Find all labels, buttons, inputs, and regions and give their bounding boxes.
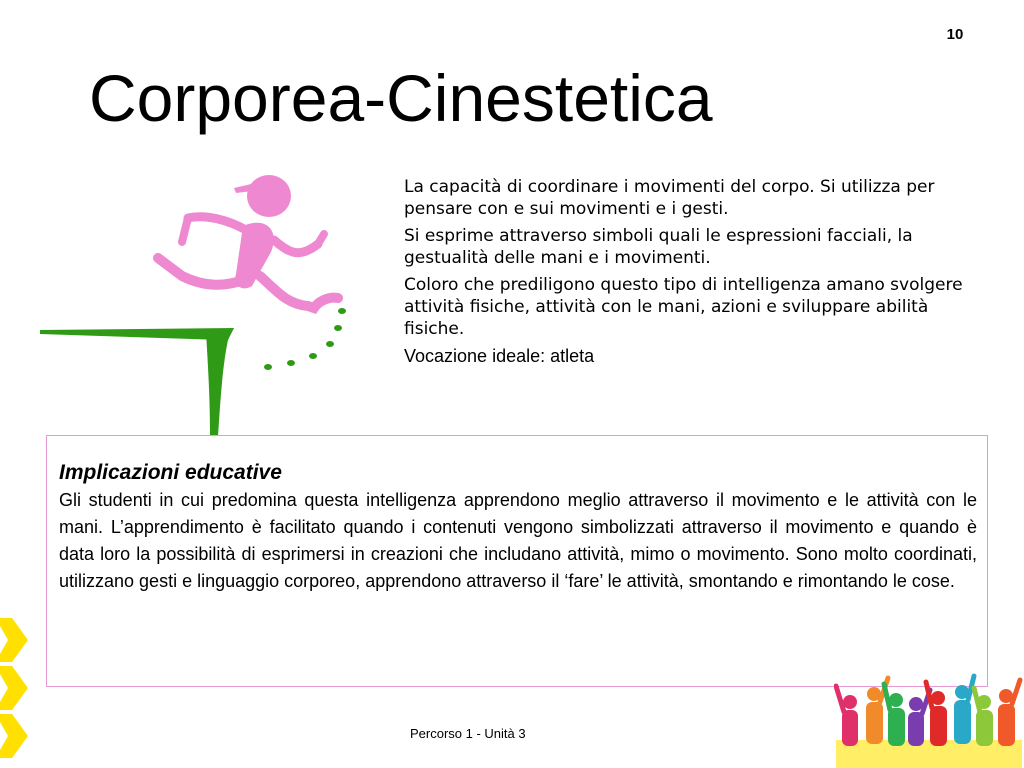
- slide-number: 10: [946, 26, 964, 43]
- description-text: [404, 176, 979, 372]
- implications-heading: Implicazioni educative: [59, 461, 282, 484]
- implications-body: Gli studenti in cui predomina questa intelligenza apprendono meglio attraverso il movimento e le attività con le mani. L’apprendimento è facilitato quando i contenuti vengono simbolizzati attraverso il movimento e quando è data loro la possibilità di esprimersi in creazioni che includano attività, mimo o movimento. Sono molto coordinati, utilizzano gesti e linguaggio corporeo, apprendono attraverso il ‘fare’ le attività, smontando e rimontando le cose.: [59, 490, 977, 591]
- runner-jumping-illustration: [38, 168, 358, 438]
- ideal-vocation: Vocazione ideale: atleta: [404, 346, 595, 366]
- slide-title: Corporea-Cinestetica: [89, 61, 713, 135]
- cheering-crowd-illustration: [834, 672, 1024, 768]
- description-paragraph: La capacità di coordinare i movimenti del corpo. Si utilizza per pensare con e sui movimenti e i gesti.: [404, 177, 935, 219]
- description-paragraph: Coloro che prediligono questo tipo di intelligenza amano svolgere attività fisiche, attività con le mani, azioni e sviluppare abilità fisiche.: [404, 275, 963, 339]
- implications-box: [46, 435, 988, 687]
- yellow-chevron-arrows-icon: [0, 618, 30, 768]
- footer-text: Percorso 1 - Unità 3: [410, 726, 526, 741]
- description-paragraph: Si esprime attraverso simboli quali le espressioni facciali, la gestualità delle mani e i movimenti.: [404, 226, 913, 268]
